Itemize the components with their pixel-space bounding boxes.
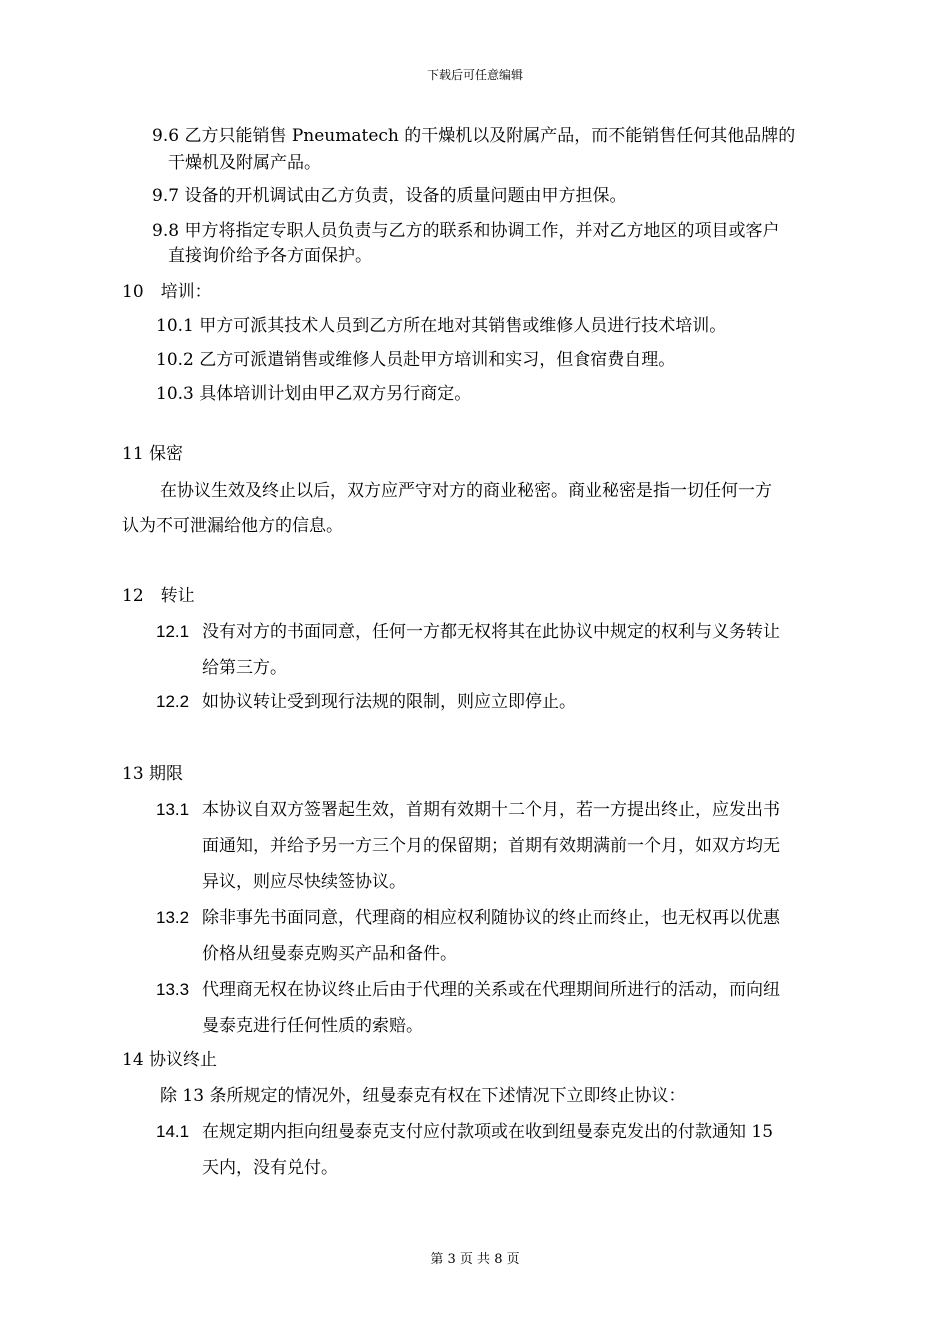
item-9-6-cont: 干燥机及附属产品。 (168, 153, 321, 173)
item-text: 没有对方的书面同意，任何一方都无权将其在此协议中规定的权利与义务转让 (202, 622, 780, 642)
item-9-7 (152, 184, 626, 208)
section-11-title: 11 保密 (122, 444, 184, 464)
item-text: 乙方只能销售 Pneumatech 的干燥机以及附属产品，而不能销售任何其他品牌的 (184, 126, 796, 146)
item-text: 设备的开机调试由乙方负责，设备的质量问题由甲方担保。 (184, 186, 627, 206)
item-number: 13.1 (156, 800, 190, 819)
item-text: 本协议自双方签署起生效，首期有效期十二个月，若一方提出终止，应发出书 (202, 800, 780, 820)
item-number: 13.3 (156, 980, 190, 999)
item-number: 9.8 (152, 221, 180, 241)
item-14-1 (156, 1120, 773, 1144)
section-10-title: 10 培训： (122, 282, 212, 302)
item-10-3: 10.3 具体培训计划由甲乙双方另行商定。 (156, 384, 472, 404)
item-number: 14.1 (156, 1122, 190, 1141)
item-12-1 (156, 620, 780, 644)
section-11-para-1: 在协议生效及终止以后，双方应严守对方的商业秘密。商业秘密是指一切任何一方 (160, 481, 772, 501)
item-text: 在规定期内拒向纽曼泰克支付应付款项或在收到纽曼泰克发出的付款通知 15 (202, 1122, 774, 1142)
item-9-8-cont: 直接询价给予各方面保护。 (168, 246, 372, 266)
item-13-1-cont-2: 异议，则应尽快续签协议。 (202, 872, 406, 892)
item-13-3-cont: 曼泰克进行任何性质的索赔。 (202, 1016, 423, 1036)
section-14-title: 14 协议终止 (122, 1050, 218, 1070)
item-13-2 (156, 906, 780, 930)
item-10-2: 10.2 乙方可派遣销售或维修人员赴甲方培训和实习，但食宿费自理。 (156, 350, 676, 370)
item-12-1-cont: 给第三方。 (202, 658, 287, 678)
item-13-3 (156, 978, 780, 1002)
item-13-1-cont-1: 面通知，并给予另一方三个月的保留期；首期有效期满前一个月，如双方均无 (202, 836, 780, 856)
item-text: 如协议转让受到现行法规的限制，则应立即停止。 (202, 692, 576, 712)
section-13-title: 13 期限 (122, 764, 184, 784)
item-text: 甲方将指定专职人员负责与乙方的联系和协调工作，并对乙方地区的项目或客户 (184, 221, 780, 241)
item-14-1-cont: 天内，没有兑付。 (202, 1158, 338, 1178)
section-11-para-2: 认为不可泄漏给他方的信息。 (122, 516, 343, 536)
item-number: 12.2 (156, 692, 190, 711)
item-number: 9.7 (152, 186, 180, 206)
section-12-title: 12 转让 (122, 586, 195, 606)
item-text: 除非事先书面同意，代理商的相应权利随协议的终止而终止，也无权再以优惠 (202, 908, 780, 928)
item-number: 13.2 (156, 908, 190, 927)
item-number: 12.1 (156, 622, 190, 641)
page-header: 下载后可任意编辑 (426, 68, 523, 82)
item-9-8 (152, 219, 779, 243)
item-13-2-cont: 价格从纽曼泰克购买产品和备件。 (202, 944, 457, 964)
item-12-2 (156, 690, 576, 714)
page-footer: 第 3 页 共 8 页 (430, 1252, 520, 1267)
item-9-6 (152, 124, 795, 148)
item-13-1 (156, 798, 780, 822)
section-14-intro: 除 13 条所规定的情况外，纽曼泰克有权在下述情况下立即终止协议： (160, 1086, 686, 1106)
item-10-1: 10.1 甲方可派其技术人员到乙方所在地对其销售或维修人员进行技术培训。 (156, 316, 727, 336)
item-number: 9.6 (152, 126, 180, 146)
item-text: 代理商无权在协议终止后由于代理的关系或在代理期间所进行的活动，而向纽 (202, 980, 780, 1000)
